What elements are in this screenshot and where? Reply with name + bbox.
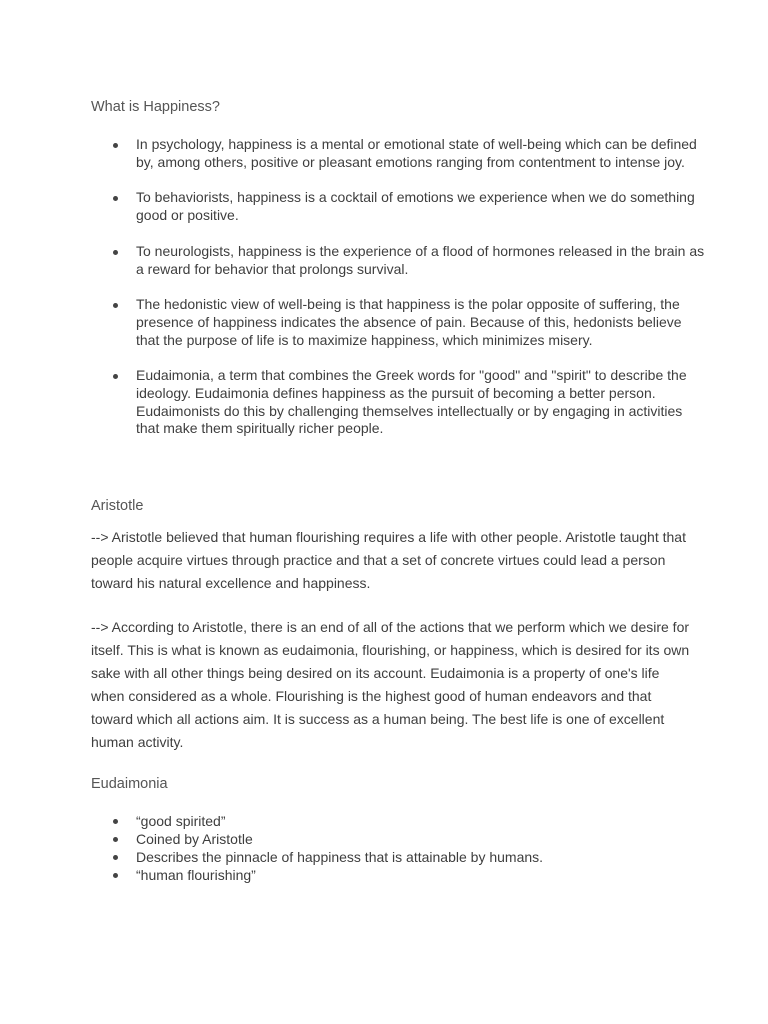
heading-aristotle: Aristotle <box>91 498 144 514</box>
bullet-icon <box>113 303 118 308</box>
list-item-text: To behaviorists, happiness is a cocktail of emotions we experience when we do something good or positive. <box>136 189 695 224</box>
aristotle-paragraph-1: --> Aristotle believed that human flourishing requires a life with other people. Aristotle taught that people acquire virtues through practice and that a set of concrete virtues could lead a person toward his natural excellence and happiness. <box>91 529 686 591</box>
list-item-text: Describes the pinnacle of happiness that is attainable by humans. <box>136 849 544 865</box>
list-item-text: Eudaimonia, a term that combines the Greek words for "good" and "spirit" to describe the ideology. Eudaimonia defines happiness as the pursuit of becoming a better person. Eudaimonists do this by challenging themselves intellectually or by engaging in activities that make them spiritually richer people. <box>136 367 687 437</box>
bullet-icon <box>113 819 118 824</box>
list-item-text: In psychology, happiness is a mental or emotional state of well-being which can be defined by, among others, positive or pleasant emotions ranging from contentment to intense joy. <box>136 136 697 170</box>
list-item <box>0 830 768 848</box>
list-item-text: The hedonistic view of well-being is that happiness is the polar opposite of suffering, the presence of happiness indicates the absence of pain. Because of this, hedonists believe that the purpose of life is to maximize happiness, which minimizes misery. <box>136 296 682 348</box>
heading-eudaimonia: Eudaimonia <box>91 776 168 792</box>
list-item-text: Coined by Aristotle <box>136 831 253 847</box>
bullet-icon <box>113 855 118 860</box>
bullet-icon <box>113 250 118 255</box>
list-item <box>0 812 768 830</box>
list-item <box>0 136 768 171</box>
list-item <box>0 367 768 438</box>
list-item-text: “good spirited” <box>136 813 226 829</box>
bullet-icon <box>113 873 118 878</box>
bullet-icon <box>113 143 118 148</box>
aristotle-paragraph-2: --> According to Aristotle, there is an end of all of the actions that we perform which we desire for itself. This is what is known as eudaimonia, flourishing, or happiness, which is desired for its own sake with all other things being desired on its account. Eudaimonia is a property of one's life when considered as a whole. Flourishing is the highest good of human endeavors and that toward which all actions aim. It is success as a human being. The best life is one of excellent human activity. <box>91 619 690 750</box>
eudaimonia-list <box>0 812 768 884</box>
bullet-icon <box>113 196 118 201</box>
list-item <box>0 243 768 278</box>
bullet-icon <box>113 837 118 842</box>
heading-what-is-happiness: What is Happiness? <box>91 99 220 115</box>
bullet-icon <box>113 374 118 379</box>
list-item <box>0 189 768 224</box>
happiness-definitions-list <box>0 136 768 456</box>
list-item <box>0 296 768 349</box>
list-item-text: To neurologists, happiness is the experience of a flood of hormones released in the brain as a reward for behavior that prolongs survival. <box>136 242 705 277</box>
list-item <box>0 866 768 884</box>
list-item-text: “human flourishing” <box>136 867 256 883</box>
list-item <box>0 848 768 866</box>
